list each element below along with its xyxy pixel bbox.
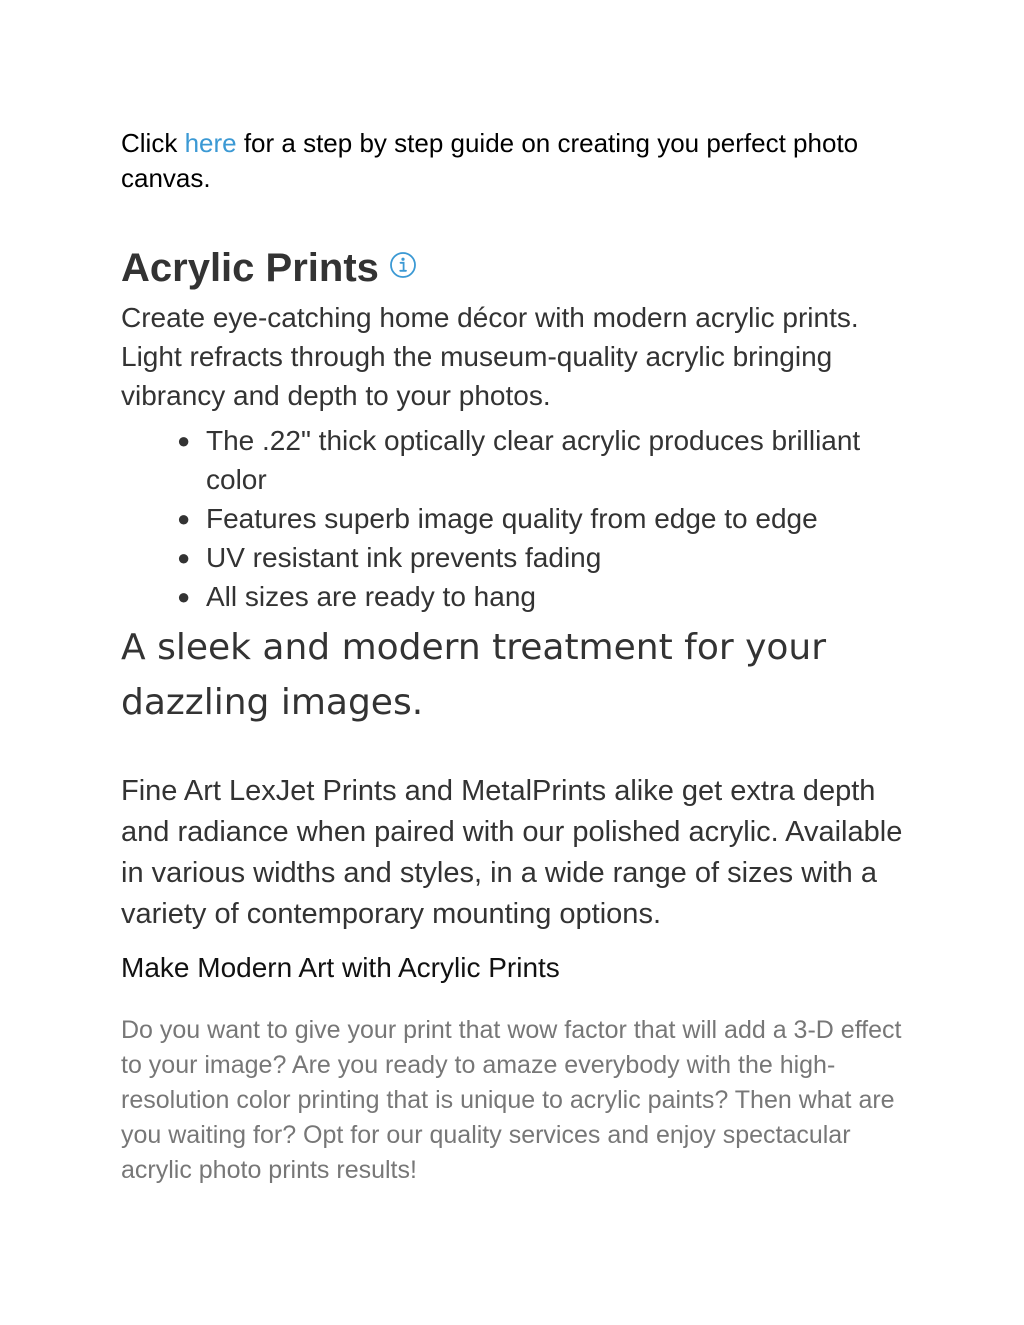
acrylic-prints-title: Acrylic Prints bbox=[121, 246, 379, 290]
feature-item bbox=[177, 421, 906, 499]
feature-item bbox=[177, 577, 906, 616]
tagline-heading: A sleek and modern treatment for your dazzling images. bbox=[121, 627, 827, 723]
bullet-icon: ● bbox=[177, 584, 191, 609]
bullet-icon: ● bbox=[177, 428, 191, 453]
feature-text: All sizes are ready to hang bbox=[206, 581, 536, 612]
feature-item bbox=[177, 499, 906, 538]
modern-art-heading: Make Modern Art with Acrylic Prints bbox=[121, 952, 560, 983]
guide-link[interactable]: here bbox=[184, 128, 237, 158]
intro-prefix: Click bbox=[121, 128, 185, 158]
acrylic-description: Create eye-catching home décor with modern acrylic prints. Light refracts through the museum-quality acrylic bringing vibrancy and depth to your photos. bbox=[121, 302, 859, 411]
intro-paragraph bbox=[121, 126, 901, 196]
intro-suffix: for a step by step guide on creating you perfect photo canvas. bbox=[121, 128, 859, 193]
modern-art-paragraph: Do you want to give your print that wow factor that will add a 3-D effect to your image? Are you ready to amaze everybody with the high-resolution color printing that is unique to acrylic paints? Then what are you waiting for? Opt for our quality services and enjoy spectacular acrylic photo prints results! bbox=[121, 1016, 902, 1184]
feature-text: The .22" thick optically clear acrylic produces brilliant color bbox=[206, 425, 861, 495]
feature-list bbox=[177, 421, 906, 616]
feature-text: UV resistant ink prevents fading bbox=[206, 542, 602, 573]
fine-art-paragraph: Fine Art LexJet Prints and MetalPrints alike get extra depth and radiance when paired with our polished acrylic. Available in various widths and styles, in a wide range of sizes with a variety of contemporary mounting options. bbox=[121, 775, 903, 930]
feature-text: Features superb image quality from edge to edge bbox=[206, 503, 818, 534]
bullet-icon: ● bbox=[177, 545, 191, 570]
bullet-icon: ● bbox=[177, 506, 191, 531]
acrylic-prints-heading bbox=[121, 244, 417, 294]
info-circle-icon[interactable] bbox=[389, 242, 417, 290]
feature-item bbox=[177, 538, 906, 577]
